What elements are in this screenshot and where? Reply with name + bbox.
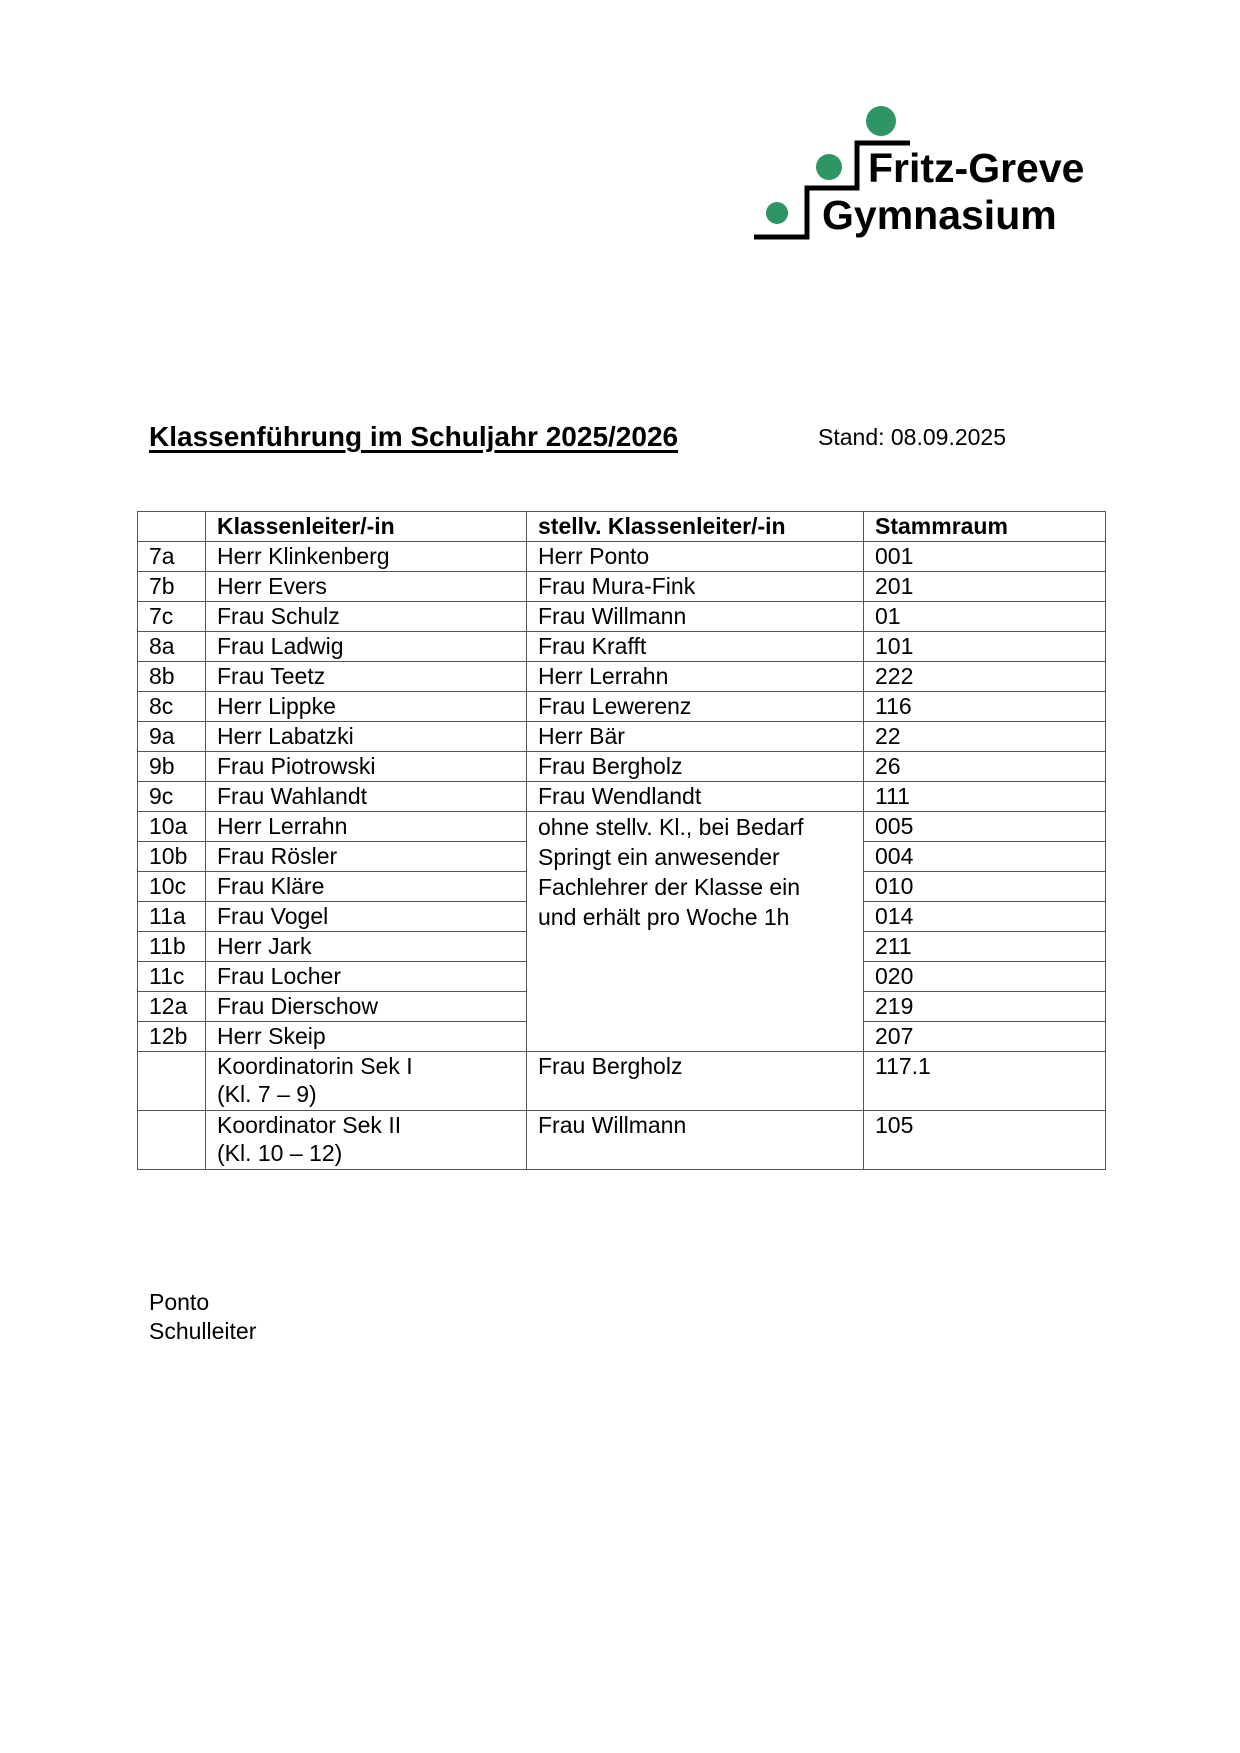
header-leiter: Klassenleiter/-in <box>206 512 527 542</box>
note-line: Springt ein anwesender <box>538 844 780 870</box>
cell-leiter: Herr Evers <box>206 572 527 602</box>
cell-raum: 26 <box>864 752 1106 782</box>
cell-class: 9c <box>138 782 206 812</box>
page-title: Klassenführung im Schuljahr 2025/2026 <box>149 421 679 452</box>
cell-stellv: Frau Krafft <box>527 632 864 662</box>
cell-leiter: Herr Lerrahn <box>206 812 527 842</box>
cell-raum: 01 <box>864 602 1106 632</box>
cell-raum: 005 <box>864 812 1106 842</box>
cell-stellv: Frau Mura-Fink <box>527 572 864 602</box>
cell-class: 9b <box>138 752 206 782</box>
cell-class: 11c <box>138 962 206 992</box>
table-row <box>138 692 1106 722</box>
coordinator-row <box>138 1052 1106 1111</box>
cell-stellv: Frau Wendlandt <box>527 782 864 812</box>
coordinator-range: (Kl. 7 – 9) <box>217 1081 317 1107</box>
cell-raum: 117.1 <box>864 1052 1106 1111</box>
cell-stellv: Frau Bergholz <box>527 752 864 782</box>
cell-class: 10c <box>138 872 206 902</box>
cell-class: 8c <box>138 692 206 722</box>
class-table <box>137 511 1106 1170</box>
coordinator-range: (Kl. 10 – 12) <box>217 1140 343 1166</box>
cell-leiter: Frau Ladwig <box>206 632 527 662</box>
cell-class: 8a <box>138 632 206 662</box>
table-row <box>138 542 1106 572</box>
cell-raum: 201 <box>864 572 1106 602</box>
cell-leiter: Frau Kläre <box>206 872 527 902</box>
header-class <box>138 512 206 542</box>
table-row <box>138 812 1106 842</box>
signature-role: Schulleiter <box>149 1318 257 1344</box>
cell-stellv: Frau Bergholz <box>527 1052 864 1111</box>
cell-class: 7a <box>138 542 206 572</box>
cell-raum: 020 <box>864 962 1106 992</box>
cell-class: 11b <box>138 932 206 962</box>
cell-leiter: Herr Labatzki <box>206 722 527 752</box>
coordinator-role: Koordinator Sek II <box>217 1112 402 1138</box>
cell-stellv: Frau Willmann <box>527 602 864 632</box>
cell-raum: 001 <box>864 542 1106 572</box>
logo-line1: Fritz-Greve <box>868 145 1085 191</box>
cell-stellv: Herr Bär <box>527 722 864 752</box>
signature <box>149 1288 256 1346</box>
cell-stellv: Herr Lerrahn <box>527 662 864 692</box>
table-header-row <box>138 512 1106 542</box>
cell-leiter: Herr Jark <box>206 932 527 962</box>
table-row <box>138 782 1106 812</box>
cell-raum: 211 <box>864 932 1106 962</box>
signature-name: Ponto <box>149 1289 210 1315</box>
table-row <box>138 722 1106 752</box>
cell-class <box>138 1052 206 1111</box>
cell-leiter: Frau Locher <box>206 962 527 992</box>
cell-class: 10b <box>138 842 206 872</box>
cell-stellv: Frau Willmann <box>527 1111 864 1170</box>
cell-class: 10a <box>138 812 206 842</box>
cell-class: 8b <box>138 662 206 692</box>
cell-leiter: Frau Vogel <box>206 902 527 932</box>
cell-leiter: Frau Schulz <box>206 602 527 632</box>
coordinator-row <box>138 1111 1106 1170</box>
coordinator-role: Koordinatorin Sek I <box>217 1053 413 1079</box>
cell-raum: 105 <box>864 1111 1106 1170</box>
cell-class: 12a <box>138 992 206 1022</box>
cell-raum: 116 <box>864 692 1106 722</box>
cell-raum: 222 <box>864 662 1106 692</box>
cell-stellv: Herr Ponto <box>527 542 864 572</box>
table-row <box>138 752 1106 782</box>
table-row <box>138 572 1106 602</box>
cell-leiter: Frau Rösler <box>206 842 527 872</box>
cell-class: 9a <box>138 722 206 752</box>
cell-class: 7c <box>138 602 206 632</box>
note-line: Fachlehrer der Klasse ein <box>538 874 801 900</box>
cell-stellv: Frau Lewerenz <box>527 692 864 722</box>
note-line: und erhält pro Woche 1h <box>538 904 790 930</box>
cell-leiter: Frau Wahlandt <box>206 782 527 812</box>
cell-leiter: Herr Skeip <box>206 1022 527 1052</box>
cell-raum: 207 <box>864 1022 1106 1052</box>
cell-raum: 014 <box>864 902 1106 932</box>
header-raum: Stammraum <box>864 512 1106 542</box>
cell-leiter: Herr Klinkenberg <box>206 542 527 572</box>
logo-line2: Gymnasium <box>822 192 1057 238</box>
cell-raum: 111 <box>864 782 1106 812</box>
header-stellv: stellv. Klassenleiter/-in <box>527 512 864 542</box>
table-row <box>138 602 1106 632</box>
school-logo <box>750 100 1100 250</box>
cell-class <box>138 1111 206 1170</box>
cell-raum: 004 <box>864 842 1106 872</box>
cell-class: 7b <box>138 572 206 602</box>
cell-coordinator <box>206 1052 527 1111</box>
cell-stellv-note <box>527 812 864 1052</box>
cell-raum: 010 <box>864 872 1106 902</box>
cell-class: 12b <box>138 1022 206 1052</box>
cell-raum: 101 <box>864 632 1106 662</box>
cell-raum: 219 <box>864 992 1106 1022</box>
table-row <box>138 662 1106 692</box>
stand-date: Stand: 08.09.2025 <box>818 424 1006 450</box>
table-row <box>138 632 1106 662</box>
cell-leiter: Frau Teetz <box>206 662 527 692</box>
cell-coordinator <box>206 1111 527 1170</box>
cell-raum: 22 <box>864 722 1106 752</box>
cell-leiter: Frau Dierschow <box>206 992 527 1022</box>
cell-leiter: Herr Lippke <box>206 692 527 722</box>
note-line: ohne stellv. Kl., bei Bedarf <box>538 814 804 840</box>
cell-class: 11a <box>138 902 206 932</box>
cell-leiter: Frau Piotrowski <box>206 752 527 782</box>
